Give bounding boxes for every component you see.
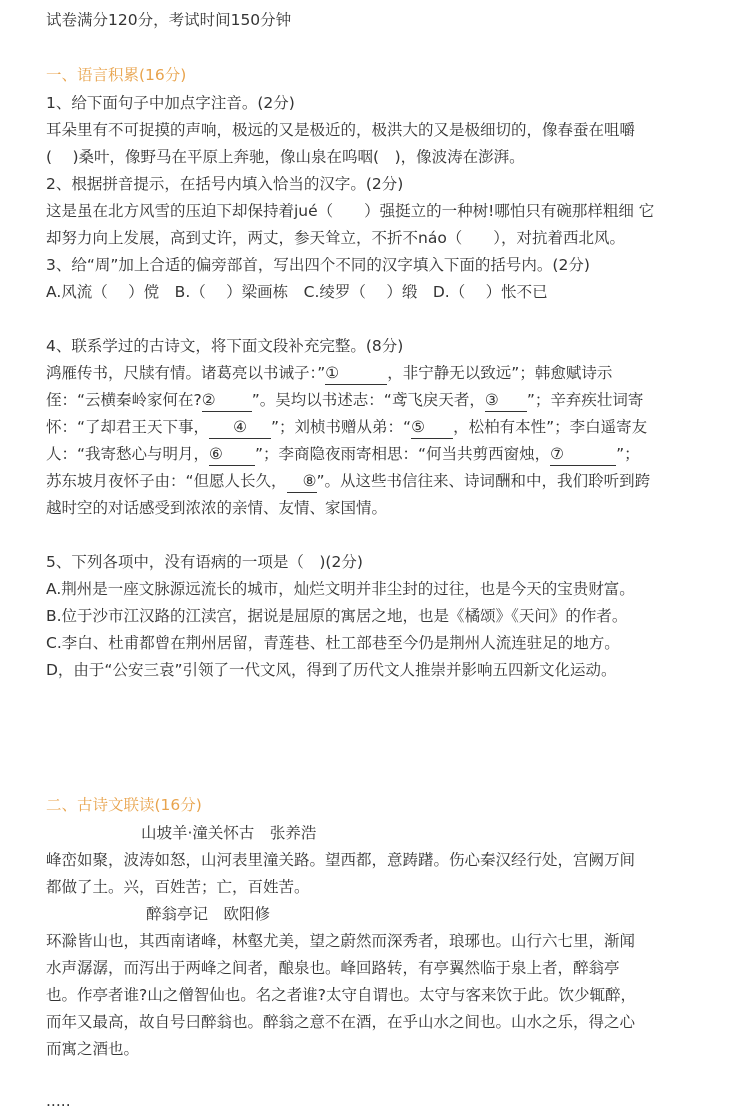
ellipsis: ..... xyxy=(46,1092,71,1110)
q1-line-1: 耳朵里有不可捉摸的声响，极远的又是极近的，极洪大的又是极细切的，像春蚕在咀嚼 xyxy=(46,121,636,139)
q2-line-1: 这是虽在北方风雪的压迫下却保持着jué（ ）强挺立的一种树!哪怕只有碗那样粗细 它 xyxy=(46,202,655,220)
q4-text: ”。吴均以书述志：“鸢飞戾天者， xyxy=(251,391,485,409)
poem-line-1: 峰峦如聚，波涛如怒，山河表里潼关路。望西都，意踌躇。伤心秦汉经行处，宫阙万间 xyxy=(46,851,636,869)
essay-line-4: 而年又最高，故自号曰醉翁也。醉翁之意不在酒，在乎山水之间也。山水之乐，得之心 xyxy=(46,1013,636,1031)
essay-line-2: 水声潺潺，而泻出于两峰之间者，酿泉也。峰回路转，有亭翼然临于泉上者，醉翁亭 xyxy=(46,959,620,977)
q5-option-a: A.荆州是一座文脉源远流长的城市，灿烂文明并非尘封的过往，也是今天的宝贵财富。 xyxy=(46,580,635,598)
q4-text: ”。从这些书信往来、诗词酬和中，我们聆听到跨 xyxy=(316,472,651,490)
poem-title: 山坡羊·潼关怀古 张养浩 xyxy=(141,824,317,842)
q4-text: ，非宁静无以致远”；韩愈赋诗示 xyxy=(387,364,613,382)
q3-line-1: A.风流（ ）傥 B.（ ）梁画栋 C.绫罗（ ）缎 D.（ ）怅不已 xyxy=(46,283,548,301)
section-1-title: 一、语言积累(16分) xyxy=(46,66,187,84)
q4-line-3 xyxy=(46,416,647,439)
essay-line-3: 也。作亭者谁?山之僧智仙也。名之者谁?太守自谓也。太守与客来饮于此。饮少辄醉， xyxy=(46,986,636,1004)
q4-text: 怀：“了却君王天下事， xyxy=(46,418,210,436)
q4-text: ”； xyxy=(616,445,640,463)
q4-text: ”；辛弃疾壮词寄 xyxy=(526,391,644,409)
q4-text: 侄：“云横秦岭家何在? xyxy=(46,391,202,409)
q3-title: 3、给“周”加上合适的偏旁部首，写出四个不同的汉字填入下面的括号内。(2分) xyxy=(46,256,590,274)
q4-line-1 xyxy=(46,362,612,385)
essay-line-1: 环滁皆山也，其西南诸峰，林壑尤美，望之蔚然而深秀者，琅琊也。山行六七里，渐闻 xyxy=(46,932,636,950)
q4-blank-4: ④ xyxy=(209,416,271,439)
q4-line-4 xyxy=(46,443,640,466)
q4-text: ”；刘桢书赠从弟：“ xyxy=(271,418,412,436)
q4-blank-6: ⑥ xyxy=(209,443,255,466)
q4-text: ，松柏有本性”；李白遥寄友 xyxy=(453,418,648,436)
poem-line-2: 都做了土。兴，百姓苦；亡，百姓苦。 xyxy=(46,878,310,896)
q1-line-2: ( )桑叶，像野马在平原上奔驰，像山泉在呜咽( )，像波涛在澎湃。 xyxy=(46,148,525,166)
q4-title: 4、联系学过的古诗文，将下面文段补充完整。(8分) xyxy=(46,337,404,355)
q4-line-2 xyxy=(46,389,643,412)
q1-title: 1、给下面句子中加点字注音。(2分) xyxy=(46,94,295,112)
q5-option-d: D，由于“公安三袁”引领了一代文风，得到了历代文人推崇并影响五四新文化运动。 xyxy=(46,661,617,679)
q4-text: 苏东坡月夜怀子由：“但愿人长久， xyxy=(46,472,287,490)
q5-title: 5、下列各项中，没有语病的一项是（ )(2分) xyxy=(46,553,363,571)
q4-blank-7: ⑦ xyxy=(550,443,616,466)
exam-header: 试卷满分120分，考试时间150分钟 xyxy=(46,11,292,29)
essay-title: 醉翁亭记 欧阳修 xyxy=(146,905,271,923)
q4-text: ”；李商隐夜雨寄相思：“何当共剪西窗烛， xyxy=(255,445,551,463)
q4-line-6: 越时空的对话感受到浓浓的亲情、友情、家国情。 xyxy=(46,499,388,517)
q4-blank-5: ⑤ xyxy=(411,416,453,439)
q4-blank-3: ③ xyxy=(485,389,527,412)
q4-line-5 xyxy=(46,470,650,493)
essay-line-5: 而寓之酒也。 xyxy=(46,1040,140,1058)
q4-blank-1: ① xyxy=(325,362,387,385)
q4-blank-8: ⑧ xyxy=(287,470,317,493)
q5-option-c: C.李白、杜甫都曾在荆州居留，青莲巷、杜工部巷至今仍是荆州人流连驻足的地方。 xyxy=(46,634,620,652)
q2-line-2: 却努力向上发展，高到丈许，两丈，参天耸立，不折不náo（ ），对抗着西北风。 xyxy=(46,229,626,247)
q4-text: 鸿雁传书，尺牍有情。诸葛亮以书诫子：” xyxy=(46,364,326,382)
section-2-title: 二、古诗文联读(16分) xyxy=(46,796,202,814)
q2-title: 2、根据拼音提示，在括号内填入恰当的汉字。(2分) xyxy=(46,175,404,193)
q4-text: 人：“我寄愁心与明月， xyxy=(46,445,210,463)
q5-option-b: B.位于沙市江汉路的江渎宫，据说是屈原的寓居之地，也是《橘颂》《天问》的作者。 xyxy=(46,607,628,625)
q4-blank-2: ② xyxy=(202,389,252,412)
